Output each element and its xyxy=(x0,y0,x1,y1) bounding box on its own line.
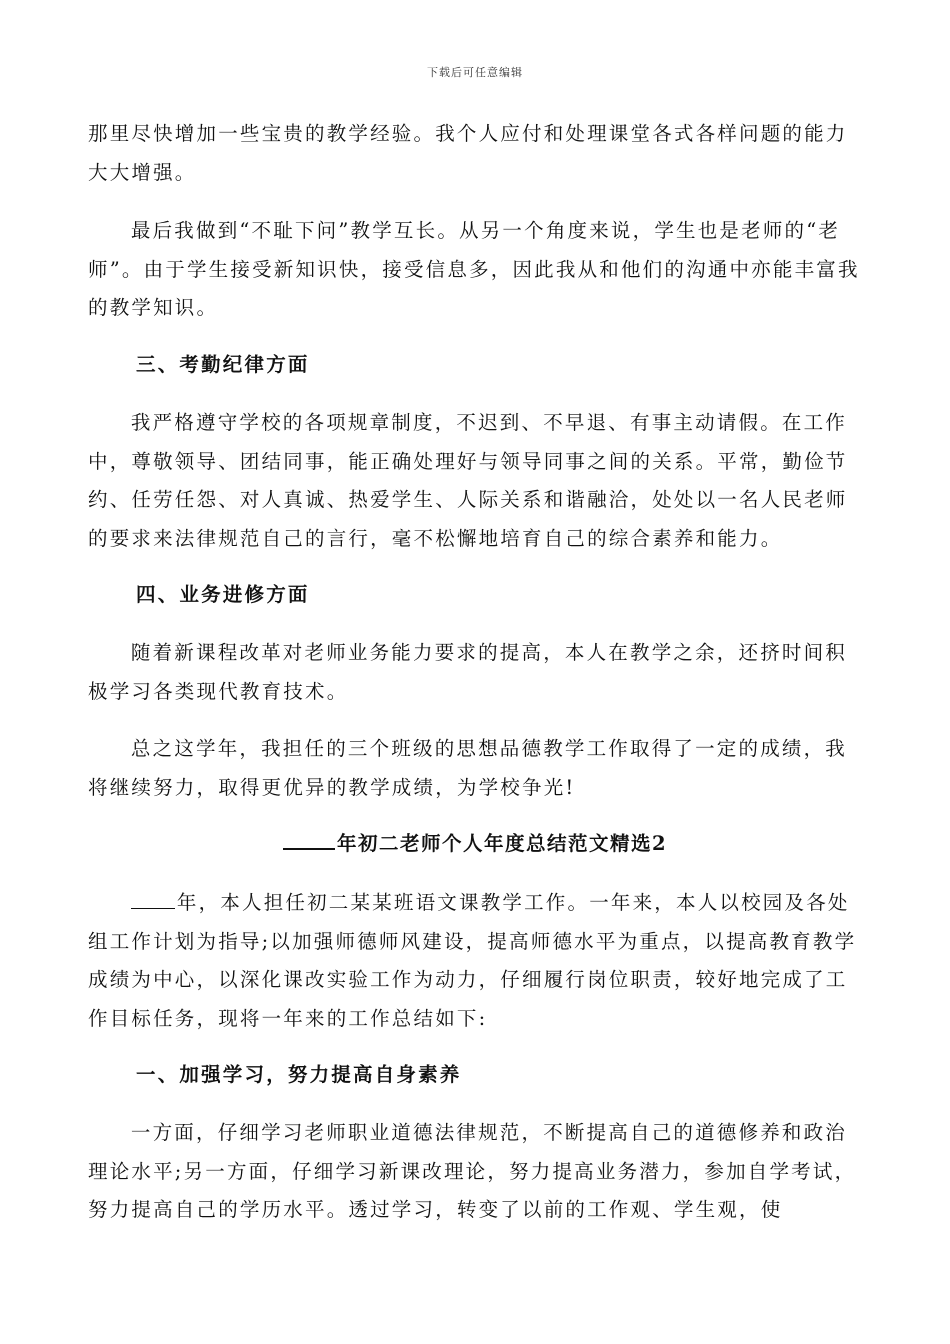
article-title xyxy=(0,829,950,859)
section-heading-attendance: 三、考勤纪律方面 xyxy=(136,353,310,376)
header-note: 下载后可任意编辑 xyxy=(427,66,523,79)
article-title-text: 年初二老师个人年度总结范文精选2 xyxy=(336,832,668,855)
paragraph-text: 随着新课程改革对老师业务能力要求的提高，本人在教学之余，还挤时间积极学习各类现代教育技术。 xyxy=(88,641,847,703)
blank-underline xyxy=(283,847,335,850)
paragraph-6 xyxy=(88,884,860,1038)
paragraph-text: 我严格遵守学校的各项规章制度，不迟到、不早退、有事主动请假。在工作中，尊敬领导、团结同事，能正确处理好与领导同事之间的关系。平常，勤俭节约、任劳任怨、对人真诚、热爱学生、人际关系和谐融洽，处处以一名人民老师的要求来法律规范自己的言行，毫不松懈地培育自己的综合素养和能力。 xyxy=(88,411,848,550)
paragraph-1 xyxy=(88,115,860,192)
paragraph-text: 一方面，仔细学习老师职业道德法律规范，不断提高自己的道德修养和政治理论水平;另一方面，仔细学习新课改理论，努力提高业务潜力，参加自学考试，努力提高自己的学历水平。透过学习，转变了以前的工作观、学生观，使 xyxy=(88,1121,857,1221)
paragraph-2 xyxy=(88,212,860,328)
paragraph-text: 总之这学年，我担任的三个班级的思想品德教学工作取得了一定的成绩，我将继续努力，取得更优异的教学成绩，为学校争光! xyxy=(88,737,847,799)
paragraph-3 xyxy=(88,404,860,558)
paragraph-5 xyxy=(88,730,860,807)
paragraph-4 xyxy=(88,634,860,711)
section-heading-training: 四、业务进修方面 xyxy=(136,583,310,606)
section-heading-study: 一、加强学习，努力提高自身素养 xyxy=(136,1063,462,1086)
paragraph-7 xyxy=(88,1114,860,1230)
blank-underline xyxy=(131,907,175,909)
paragraph-text xyxy=(88,884,860,1038)
paragraph-6-text: 年，本人担任初二某某班语文课教学工作。一年来，本人以校园及各处组工作计划为指导;以加强师德师风建设，提高师德水平为重点，以提高教育教学成绩为中心，以深化课改实验工作为动力，仔细履行岗位职责，较好地完成了工作目标任务，现将一年来的工作总结如下: xyxy=(88,891,857,1030)
paragraph-text: 那里尽快增加一些宝贵的教学经验。我个人应付和处理课堂各式各样问题的能力大大增强。 xyxy=(88,122,848,184)
paragraph-text: 最后我做到“不耻下问”教学互长。从另一个角度来说，学生也是老师的“老师”。由于学生接受新知识快，接受信息多，因此我从和他们的沟通中亦能丰富我的教学知识。 xyxy=(88,219,860,319)
